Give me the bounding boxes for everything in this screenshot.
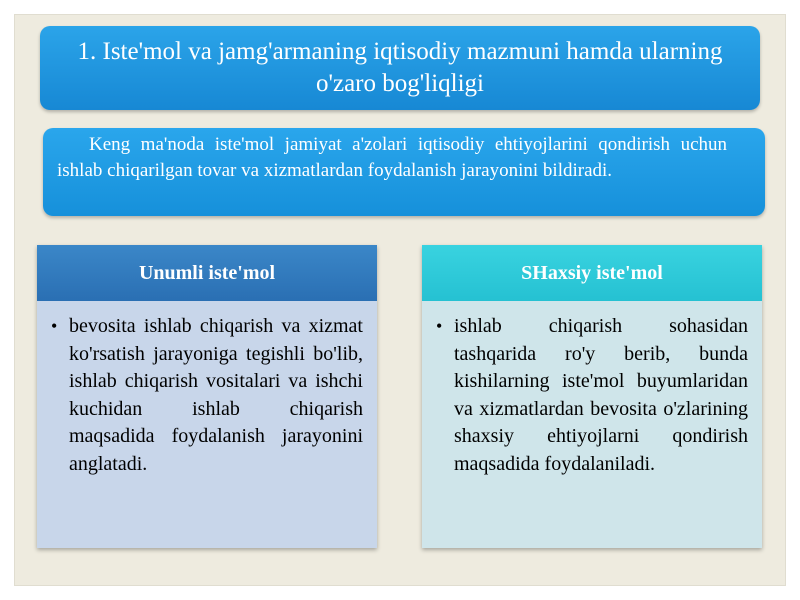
productive-consumption-heading <box>37 245 377 301</box>
personal-consumption-body <box>422 301 762 548</box>
productive-consumption-body <box>37 301 377 548</box>
definition-text: Keng ma'noda iste'mol jamiyat a'zolari iqtisodiy ehtiyojlarini qondirish uchun ishlab chiqarilgan tovar va xizmatlardan foydalanish jarayonini bildiradi. <box>57 134 727 181</box>
panel-bullet-text: bevosita ishlab chiqarish va xizmat ko'rsatish jarayoniga tegishli bo'lib, ishlab chiqarish vositalari va ishchi kuchidan ishlab chiqarish maqsadida foydalanish jarayonini anglatadi. <box>69 315 363 475</box>
slide-title-text: 1. Iste'mol va jamg'armaning iqtisodiy mazmuni hamda ularning o'zaro bog'liqligi <box>77 38 723 97</box>
bullet-icon: • <box>436 316 443 336</box>
definition-box <box>43 128 765 216</box>
slide-title <box>40 26 760 110</box>
panel-bullet-text: ishlab chiqarish sohasidan tashqarida ro'y berib, bunda kishilarning iste'mol buyumlaridan va xizmatlardan bevosita o'zlarining shaxsiy ehtiyojlarni qondirish maqsadida foydalaniladi. <box>454 315 748 475</box>
productive-consumption-panel <box>37 245 377 548</box>
panel-heading-text: Unumli iste'mol <box>138 261 276 284</box>
personal-consumption-panel <box>422 245 762 548</box>
bullet-icon: • <box>51 316 58 336</box>
panel-heading-text: SHaxsiy iste'mol <box>521 261 663 284</box>
personal-consumption-heading <box>422 245 762 301</box>
